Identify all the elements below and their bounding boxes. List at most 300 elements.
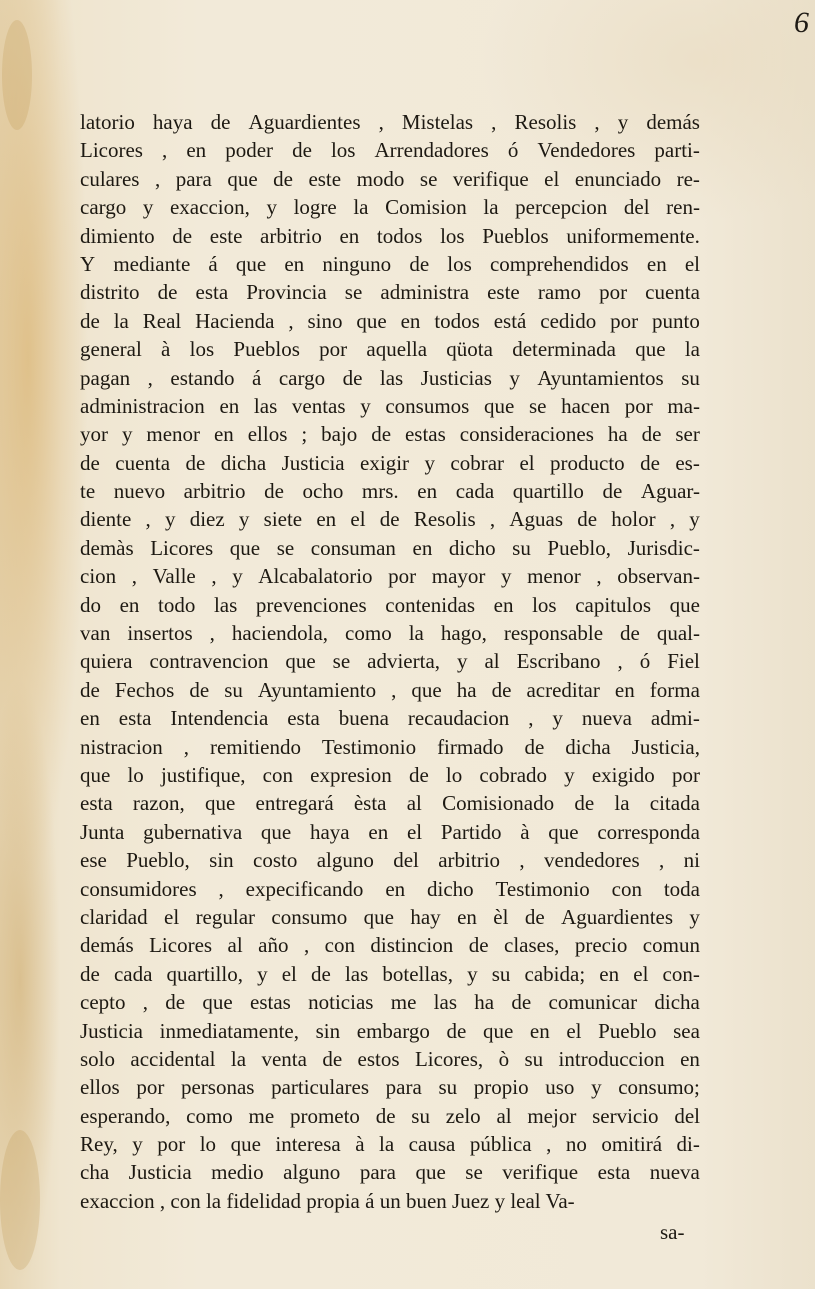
- word: Pueblo,: [126, 848, 190, 873]
- word: con: [324, 933, 355, 958]
- text-line: [80, 307, 700, 335]
- word: cepto: [80, 990, 126, 1015]
- word: de: [80, 961, 100, 986]
- word: al: [227, 933, 243, 958]
- word: Mistelas: [401, 110, 474, 134]
- word: do: [80, 592, 101, 617]
- word: Escribano: [516, 649, 601, 674]
- word: Testimonio: [321, 734, 417, 759]
- word: advierta,: [367, 649, 441, 674]
- word: para: [359, 1160, 396, 1185]
- word: siete: [263, 507, 303, 532]
- word: todos: [376, 223, 423, 248]
- word: en: [186, 138, 207, 163]
- word: y: [564, 762, 575, 787]
- word: por: [157, 1132, 186, 1157]
- word: Arrendadores: [374, 138, 489, 163]
- word: de: [273, 166, 293, 191]
- word: su: [681, 365, 700, 390]
- word: su: [411, 1103, 430, 1128]
- word: comprehendidos: [489, 251, 629, 276]
- text-line: [80, 505, 700, 533]
- word: buena: [338, 706, 389, 731]
- word: ,: [209, 621, 215, 646]
- text-line: [80, 761, 700, 789]
- word: Valle: [152, 564, 196, 589]
- word: acreditar: [526, 677, 600, 702]
- word: y: [232, 564, 243, 589]
- word: contenidas: [385, 592, 476, 617]
- word: à: [355, 1132, 365, 1157]
- word: de: [371, 422, 392, 447]
- word: este: [487, 280, 520, 305]
- text-line: [80, 534, 700, 562]
- word: zelo: [445, 1103, 481, 1128]
- word: claridad: [80, 904, 148, 929]
- word: la: [113, 308, 129, 333]
- word: de: [322, 1046, 343, 1071]
- word: arbitrio: [438, 848, 501, 873]
- word: y: [467, 961, 478, 986]
- word: servicio: [592, 1103, 659, 1128]
- word: de: [342, 365, 363, 390]
- word: mediante: [113, 251, 191, 276]
- text-line: [80, 562, 700, 590]
- word: que: [548, 819, 579, 844]
- text-line: [80, 846, 700, 874]
- word: ma-: [667, 393, 700, 418]
- word: ellos: [80, 1075, 120, 1100]
- word: este: [308, 166, 342, 191]
- word: poder: [225, 138, 274, 163]
- word: accidental: [130, 1046, 216, 1071]
- word: aquella: [366, 337, 428, 362]
- word: ò: [498, 1046, 510, 1071]
- word: los: [440, 223, 465, 248]
- word: cobrado: [479, 762, 548, 787]
- word: ventas: [291, 393, 346, 418]
- word: consumos: [385, 393, 470, 418]
- word: las: [379, 365, 404, 390]
- word: me: [390, 990, 417, 1015]
- word: omitirá: [601, 1132, 663, 1157]
- word: los: [330, 138, 356, 163]
- word: van: [80, 621, 111, 646]
- word: latorio: [80, 110, 135, 134]
- word: en: [599, 961, 620, 986]
- word: y: [689, 507, 700, 532]
- word: solo: [80, 1046, 116, 1071]
- word: entregará: [255, 791, 334, 816]
- word: ,: [659, 848, 665, 873]
- word: general: [80, 337, 142, 362]
- text-line: [80, 676, 700, 704]
- word: hago,: [440, 621, 487, 646]
- word: ni: [683, 848, 700, 873]
- word: de: [577, 507, 598, 532]
- word: se: [419, 166, 438, 191]
- word: Licores: [149, 933, 213, 958]
- text-line: [80, 1073, 700, 1101]
- word: se: [332, 649, 351, 674]
- word: embargo: [356, 1018, 430, 1043]
- word: por: [624, 393, 653, 418]
- word: en: [219, 393, 240, 418]
- word: que: [482, 1018, 514, 1043]
- word: de: [408, 762, 429, 787]
- word: personas: [180, 1075, 255, 1100]
- word: sino: [307, 308, 343, 333]
- word: estas: [404, 422, 446, 447]
- word: qual-: [656, 621, 700, 646]
- word: ,: [162, 138, 168, 163]
- word: ,: [546, 1132, 552, 1157]
- word: consideraciones: [459, 422, 594, 447]
- text-line: [80, 335, 700, 363]
- word: en: [493, 592, 514, 617]
- word: y: [266, 195, 277, 220]
- word: de: [574, 791, 595, 816]
- word: estos: [357, 1046, 400, 1071]
- word: quartillo: [512, 479, 584, 504]
- word: alguno: [283, 1160, 341, 1185]
- word: las: [433, 990, 457, 1015]
- word: Ayuntamiento: [257, 677, 377, 702]
- word: Justicia: [80, 1018, 143, 1043]
- word: parti-: [654, 138, 700, 163]
- word: cada: [113, 961, 153, 986]
- word: ,: [528, 706, 534, 731]
- word: quartillo,: [166, 961, 243, 986]
- word: ese: [80, 848, 107, 873]
- word: diente: [80, 507, 132, 532]
- word: administracion: [80, 393, 205, 418]
- word: dicho: [448, 535, 496, 560]
- word: que: [635, 337, 666, 362]
- catchword: sa-: [660, 1220, 685, 1244]
- word: Pueblos: [233, 337, 300, 362]
- word: forma: [649, 677, 700, 702]
- word: nistracion: [80, 734, 163, 759]
- word: dicha: [565, 734, 611, 759]
- word: y: [509, 365, 520, 390]
- text-line: [80, 931, 700, 959]
- word: y: [165, 507, 176, 532]
- word: se: [528, 393, 547, 418]
- text-line: [80, 364, 700, 392]
- word: en: [368, 819, 389, 844]
- body-text: [80, 108, 700, 1215]
- word: Junta: [80, 819, 125, 844]
- text-line: [80, 108, 700, 136]
- word: Real: [142, 308, 182, 333]
- word: exaccion,: [169, 195, 250, 220]
- word: de: [641, 422, 662, 447]
- text-line: [80, 477, 700, 505]
- word: de: [602, 479, 623, 504]
- word: lo: [127, 762, 144, 787]
- word: el: [684, 251, 700, 276]
- word: firmado: [437, 734, 504, 759]
- word: venta: [261, 1046, 307, 1071]
- word: hacen: [561, 393, 611, 418]
- word: Alcabalatorio: [258, 564, 373, 589]
- text-line: [80, 136, 700, 164]
- word: expresion: [310, 762, 392, 787]
- word: con: [262, 762, 293, 787]
- text-line: [80, 647, 700, 675]
- word: la: [230, 1046, 247, 1071]
- word: Aguas: [509, 507, 564, 532]
- word: Aguardientes: [248, 110, 361, 134]
- word: distincion: [370, 933, 454, 958]
- word: de: [310, 961, 331, 986]
- text-line: [80, 704, 700, 732]
- word: capitulos: [575, 592, 652, 617]
- word: cada: [455, 479, 495, 504]
- word: ramo: [537, 280, 581, 305]
- word: Justicias: [420, 365, 492, 390]
- text-line: [80, 165, 700, 193]
- word: Resolis: [413, 507, 476, 532]
- word: cedido: [540, 308, 597, 333]
- word: introduccion: [558, 1046, 665, 1071]
- word: Partido: [440, 819, 502, 844]
- word: medio: [211, 1160, 264, 1185]
- word: por: [671, 762, 700, 787]
- word: uso: [545, 1075, 575, 1100]
- word: Rey,: [80, 1132, 118, 1157]
- word: dicho: [427, 876, 474, 901]
- word: consumo: [271, 904, 348, 929]
- word: lo: [199, 1132, 217, 1157]
- word: pública: [469, 1132, 532, 1157]
- word: verifique: [452, 166, 529, 191]
- word: este: [209, 223, 243, 248]
- word: y: [617, 110, 629, 134]
- word: regular: [195, 904, 256, 929]
- word: de: [189, 677, 210, 702]
- word: que: [230, 1132, 261, 1157]
- word: Y: [80, 251, 96, 276]
- word: el: [406, 819, 423, 844]
- word: de: [620, 621, 640, 646]
- word: en: [400, 308, 421, 333]
- word: pagan: [80, 365, 131, 390]
- word: esta: [80, 791, 113, 816]
- text-line: [80, 619, 700, 647]
- word: responsable: [503, 621, 604, 646]
- text-line: exaccion , con la fidelidad propia á un buen Juez y leal Va-: [80, 1188, 575, 1213]
- word: esta: [118, 706, 152, 731]
- word: que: [229, 535, 261, 560]
- word: su: [438, 1075, 458, 1100]
- word: cion: [80, 564, 117, 589]
- word: ,: [596, 564, 602, 589]
- word: Justicia: [128, 1160, 192, 1185]
- word: consumidores: [80, 876, 197, 901]
- word: de: [264, 479, 284, 504]
- text-line: [80, 222, 700, 250]
- word: que: [415, 1160, 446, 1185]
- word: precio: [574, 933, 628, 958]
- word: ,: [154, 166, 161, 191]
- word: todos: [434, 308, 480, 333]
- word: Aguar-: [640, 479, 700, 504]
- word: demàs: [80, 535, 134, 560]
- word: en: [529, 1018, 550, 1043]
- word: los: [189, 337, 215, 362]
- word: por: [388, 564, 417, 589]
- word: los: [447, 251, 472, 276]
- text-line: [80, 392, 700, 420]
- word: producto: [550, 450, 625, 475]
- word: ,: [131, 564, 137, 589]
- word: que: [483, 393, 515, 418]
- word: con-: [662, 961, 700, 986]
- word: uniformemente.: [566, 223, 700, 248]
- word: cha: [80, 1160, 110, 1185]
- word: comunicar: [548, 990, 638, 1015]
- word: haciendola,: [231, 621, 329, 646]
- word: ellos: [247, 422, 288, 447]
- word: á: [252, 365, 262, 390]
- word: à: [520, 819, 530, 844]
- word: ,: [211, 564, 217, 589]
- word: ha: [474, 990, 495, 1015]
- word: en: [680, 1046, 700, 1071]
- word: ser: [675, 422, 700, 447]
- word: de: [80, 308, 100, 333]
- word: ocho: [302, 479, 344, 504]
- word: contravencion: [149, 649, 269, 674]
- word: recaudacion: [407, 706, 510, 731]
- word: y: [121, 422, 133, 447]
- word: Testimonio: [495, 876, 590, 901]
- word: en: [316, 507, 337, 532]
- word: los: [532, 592, 557, 617]
- word: arbitrio: [183, 479, 246, 504]
- word: Justicia: [281, 450, 345, 475]
- word: re-: [676, 166, 700, 191]
- text-line: [80, 1017, 700, 1045]
- text-line: [80, 789, 700, 817]
- word: y: [501, 564, 512, 589]
- word: el: [633, 961, 649, 986]
- word: toda: [663, 876, 700, 901]
- word: de: [379, 507, 400, 532]
- text-line: [80, 1045, 700, 1073]
- word: arbitrio: [260, 223, 322, 248]
- word: y: [360, 393, 371, 418]
- word: año: [258, 933, 289, 958]
- word: razon,: [132, 791, 185, 816]
- folio-number: 6: [794, 6, 809, 39]
- word: ó: [507, 138, 519, 163]
- word: me: [248, 1103, 275, 1128]
- word: como: [345, 621, 392, 646]
- word: al: [406, 791, 422, 816]
- word: esta: [597, 1160, 631, 1185]
- word: propio: [473, 1075, 529, 1100]
- word: ,: [617, 649, 623, 674]
- word: el: [350, 507, 366, 532]
- word: Pueblos: [482, 223, 549, 248]
- word: ,: [288, 308, 294, 333]
- word: en: [339, 223, 360, 248]
- word: Fechos: [114, 677, 175, 702]
- word: botellas,: [382, 961, 453, 986]
- word: que: [669, 592, 700, 617]
- word: admi-: [650, 706, 700, 731]
- word: la: [353, 195, 369, 220]
- word: del: [674, 1103, 700, 1128]
- word: que: [285, 649, 316, 674]
- word: de: [165, 990, 186, 1015]
- word: nuevo: [113, 479, 166, 504]
- word: ha: [456, 677, 477, 702]
- text-line: [80, 875, 700, 903]
- word: Licores: [80, 138, 143, 163]
- word: de: [491, 677, 512, 702]
- word: y: [424, 450, 435, 475]
- word: ,: [183, 734, 190, 759]
- word: à: [161, 337, 171, 362]
- word: y: [238, 507, 250, 532]
- word: de: [185, 450, 206, 475]
- word: su: [524, 1046, 544, 1071]
- word: su: [224, 677, 243, 702]
- word: cargo: [278, 365, 326, 390]
- word: se: [276, 535, 295, 560]
- word: en: [457, 904, 477, 929]
- word: de: [210, 110, 231, 134]
- word: esta: [195, 280, 229, 305]
- word: del: [623, 195, 650, 220]
- word: es-: [675, 450, 700, 475]
- word: la: [379, 1132, 395, 1157]
- text-line: [80, 278, 700, 306]
- word: demás: [80, 933, 134, 958]
- word: determinada: [512, 337, 616, 362]
- word: estas: [250, 990, 291, 1015]
- word: que: [80, 762, 111, 787]
- word: de: [640, 450, 660, 475]
- word: haya: [152, 110, 193, 134]
- word: las: [213, 592, 238, 617]
- word: bajo: [321, 422, 358, 447]
- word: èsta: [353, 791, 387, 816]
- word: y: [257, 961, 268, 986]
- word: menor: [527, 564, 581, 589]
- word: todo: [158, 592, 196, 617]
- text-line: [80, 960, 700, 988]
- word: la: [684, 337, 700, 362]
- word: ,: [519, 848, 525, 873]
- word: por: [599, 280, 628, 305]
- word: Aguardientes: [561, 904, 674, 929]
- word: ,: [669, 507, 676, 532]
- word: Resolis: [514, 110, 577, 134]
- text-line: [80, 449, 700, 477]
- word: ,: [142, 990, 149, 1015]
- word: que: [235, 251, 267, 276]
- word: verifique: [502, 1160, 579, 1185]
- word: se: [344, 280, 363, 305]
- word: Vendedores: [537, 138, 636, 163]
- word: y: [132, 1132, 143, 1157]
- word: que: [260, 819, 292, 844]
